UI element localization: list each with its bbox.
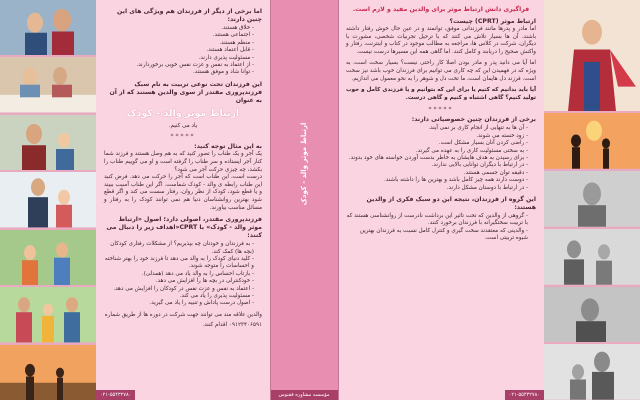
list-item: - راضی کردن آنان بسیار مشکل است.: [438, 140, 528, 147]
stars-divider: *****: [428, 106, 454, 114]
photo-sunset-family: [0, 345, 96, 400]
big-title: ارتباط موثر والد - کودک: [126, 107, 240, 119]
list-item: - منظم هستند.: [219, 39, 254, 46]
style-suffix: یاد می کنیم.: [168, 122, 198, 129]
traits-list: [104, 25, 262, 77]
list-item: - در ارتباط با دیگران توانایی بالایی ندارند.: [431, 162, 528, 169]
example-text: یک آجر و یک طناب را تصور کنید که به هم وصل هستند و فرزند شما کنار آجر ایستاده و سر طناب را گرفته است و او می گوییم طناب را بکشد، چه چیزی حرکت آجر می شود؟: [104, 151, 262, 173]
panel-right-text: [338, 0, 544, 400]
stars-divider: *****: [170, 133, 196, 141]
list-item: - کلید دنیای کودک را به والد می دهد تا فرزند خود را بهتر شناخته و احساسات را متوجه شوند.: [104, 256, 254, 270]
question-2: برخی از فرزندان چنین خصوصیاتی دارند:: [411, 116, 536, 124]
list-item: - خلاق هستند.: [221, 25, 254, 31]
photo-sunset-pair: [544, 113, 640, 169]
photo-bw-mother: [544, 344, 640, 400]
header-red: فراگیری دانش ارتباط موثر برای والدین مفید و لازم است.: [352, 6, 530, 13]
footer-institute: مؤسسه مشاوره ققنوس: [270, 390, 338, 400]
list-item: - به سختی مسئولیت کاری را به عهده می گیرند.: [415, 147, 528, 154]
closing-text: والدین علاقه مند می توانند جهت شرکت در دوره ها از طریق شماره: [104, 311, 262, 318]
list-item: - اجتماعی هستند.: [212, 32, 254, 39]
paragraph-3: آیا باید بدانیم که کنیم یا برای این که بتوانیم و یا فرزندی کامل و خوب تولید کنیم؟ گاهی اشتباه و کنیم و گاهی درست.: [346, 87, 536, 101]
panel-fold: [270, 0, 338, 400]
photo-hero-child: [544, 0, 640, 111]
list-item: - بازتاب احساس را به والد یاد می دهد (همدلی).: [141, 270, 254, 277]
footer-phone-right: ۰۲۱-۵۵۴۳۲۷۸۰: [505, 390, 544, 400]
list-item: - والدینی که معتقدند سخت گیری و کنترل کامل نسبت به فرزندان بهترین شیوه تربیتی است.: [359, 227, 528, 242]
list-item: - اعتماد به نفس و عزت نفس در کودکان را افزایش می دهد.: [113, 285, 254, 292]
photo-bw-child: [544, 171, 640, 227]
photo-bw-family: [544, 229, 640, 285]
list-item: - در ارتباط با دوستان مشکل دارند.: [446, 184, 528, 191]
photo-family-laptop: [0, 0, 96, 55]
traits-heading: اما برخی از دیگر از فرزندان هم ویژگی های این چنین دارند:: [117, 8, 262, 23]
example-text-2: درست است، این طناب است که آجر را حرکت می دهد. فرض کنید این طناب رابطه ی والد - کودک شماست. اگر این طناب آسیب ببیند و یا قطع شود، کودک از نظر روان، رفتار سست می کند و اگر قطع شود بهترین روانشناسان دنیا هم نمی توانند کودک را به رفتار و مسائل مناسب بیاورند.: [104, 174, 262, 211]
list-item: - توانا شاد و موفق هستند.: [192, 69, 254, 76]
list-item: - دوست دارند همه چیز کامل باشد و بهترین ها را داشته باشند.: [384, 177, 528, 184]
paragraph-2: اما آیا می دانید پدر و مادر بودن اصلا کار راحتی نیست؟ بسیار سخت است، به ویژه که در فهمیدن این که چه کاری می توانیم برای فرزندان خوب باشد نیز سخت است. فرزند دل هایمان است، ما تخت دل و شوهر را به نحو معمول می اندازیم.: [346, 60, 536, 82]
list-item: - اصول درست پاداش و تنبیه را یاد می گیرید.: [149, 300, 254, 307]
question-3: این گروه از فرزندان، نتیجه این دو سبک فکری از والدین هستند:: [366, 196, 536, 211]
list-item: - دقیقه توان جسمی هستند.: [463, 169, 528, 176]
fold-line: [270, 0, 271, 400]
photo-family-dinner: [0, 57, 96, 112]
photo-kids-play: [0, 230, 96, 285]
list-item: - مسئولیت پذیری دارند.: [198, 54, 254, 61]
paragraph-1: اما مادر و پدرها مانند فرزندانی موفق، توانمند و در عین حال خوش رفتار داشته باشند. آن ها بسیار تلاش می کنند که با ترحیل تجربیات شخصی، مشورت با دیگران، شرکت در کلاس ها، مراجعه به مطالب موجود در کتاب و اینترنت، رفتار و واکنش صحیح را دریابند و کامل کنند. اما گاهی همه این مسیرها درست نیست.: [346, 26, 536, 55]
list-item: - قابل اعتماد هستند.: [206, 47, 254, 54]
question-1: ارتباط موثر (CPRT) چیست؟: [449, 18, 536, 25]
fold-line: [338, 0, 339, 400]
goals-list: [104, 241, 262, 308]
parent-styles-list: [346, 213, 536, 243]
list-item: - آن ها به تنهایی از انجام کاری بر نمی آیند.: [428, 125, 528, 132]
program-heading: فرزندپروری مقتدر، اصولی دارد؛ اصول «ارتباط موثر والد - کودک» با CPRT«اهداف زیر را دنبال می کنند:: [106, 216, 262, 240]
example-heading: به این مثال توجه کنید:: [194, 143, 262, 151]
list-item: - خودکنترلی در بچه ها را افزایش می دهد.: [155, 278, 254, 285]
kid-traits-list: [346, 125, 536, 192]
photo-father-son: [0, 115, 96, 170]
list-item: - گروهی از والدین که تحت تاثیر این برداشت نادرست از روانشناسی هستند که با تربیت سختگیرانه با فرزندان برخورد کنند.: [346, 213, 528, 227]
photo-strip-right: [544, 0, 640, 400]
photo-strip-left: [0, 0, 96, 400]
photo-family-walk: [0, 287, 96, 342]
list-item: - برای رسیدن به هدف هایشان به خاطر بدست آوردن خواسته های خود بدوند.: [348, 154, 528, 161]
list-item: - از اعتماد به نفس و عزت نفس خوبی برخوردارند.: [136, 62, 254, 69]
footer-phone-left: ۰۲۱-۵۵۴۳۲۷۸۰: [96, 390, 135, 400]
list-item: - به فرزندان و خودتان چه بپذیریم؟ از مشکلات رفتاری کودکان (بچه ها) کمک کند.: [110, 241, 254, 255]
list-item: - زود خسته می شوند.: [476, 132, 528, 139]
phone-number: ۰۹۱۲۳۴۰۶۵۹۱ اقدام کنند.: [202, 322, 262, 329]
panel-left-text: [96, 0, 270, 400]
list-item: - مسئولیت پذیری را یاد می کند.: [179, 293, 254, 300]
photo-man-boy: [0, 172, 96, 227]
photo-bw-crying: [544, 287, 640, 343]
fold-label: ارتباط موثر والد - کودک: [300, 122, 308, 206]
style-intro: این فرزندان تحت نوعی تربیت به نام سبک فرزندپروری مقتدر از سوی والدین هستند که از آن به عنوان: [109, 80, 262, 104]
